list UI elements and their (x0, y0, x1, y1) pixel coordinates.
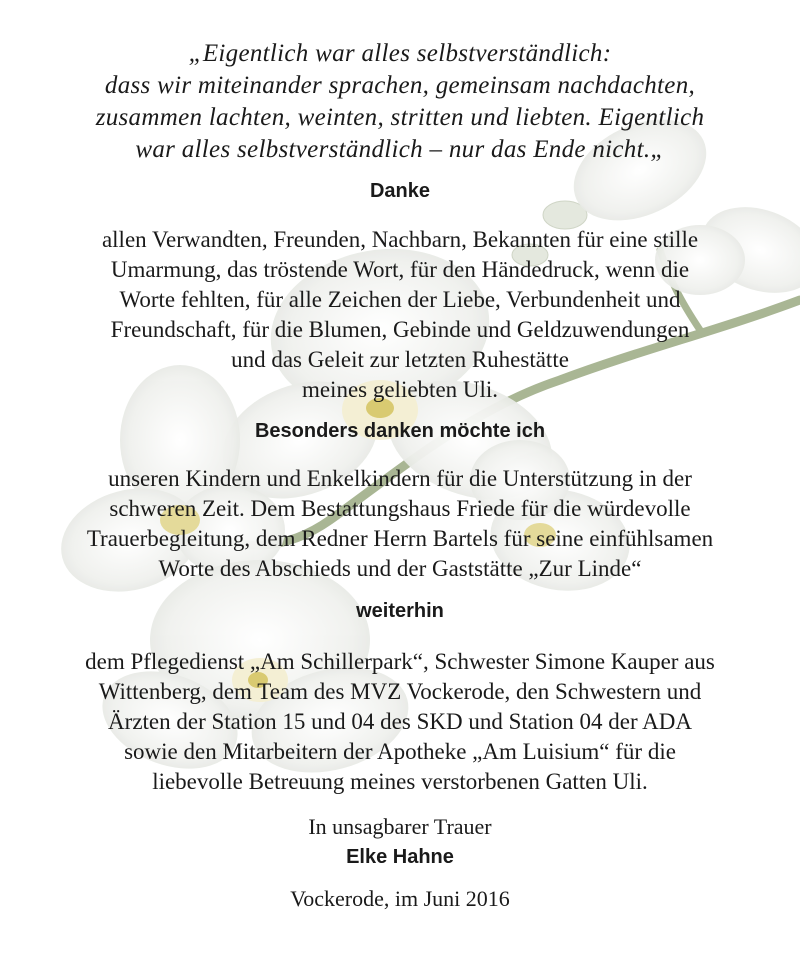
text-line: allen Verwandten, Freunden, Nachbarn, Bekannten für eine stille (101, 227, 699, 252)
text-line: Ärzten der Station 15 und 04 des SKD und Station 04 der ADA (108, 709, 692, 734)
signature-name: Elke Hahne (346, 846, 454, 868)
quote-line: dass wir miteinander sprachen, gemeinsam nachdachten, (104, 72, 696, 99)
text-line: dem Pflegedienst „Am Schillerpark“, Schwester Simone Kauper aus (85, 649, 715, 674)
closing-phrase: In unsagbarer Trauer (308, 814, 492, 839)
text-line: liebevolle Betreuung meines verstorbenen Gatten Uli. (152, 769, 648, 794)
text-line: schweren Zeit. Dem Bestattungshaus Friede für die würdevolle (109, 496, 691, 521)
text-line: meines geliebten Uli. (301, 377, 499, 402)
paragraph-weiterhin (20, 647, 780, 797)
quote-line: „Eigentlich war alles selbstverständlich: (188, 40, 612, 67)
place-date: Vockerode, im Juni 2016 (290, 886, 510, 911)
text-line: Freundschaft, für die Blumen, Gebinde und Geldzuwendungen (110, 317, 690, 342)
text-line: und das Geleit zur letzten Ruhestätte (231, 347, 569, 372)
text-line: Trauerbegleitung, dem Redner Herrn Bartels für seine einfühlsamen (86, 526, 714, 551)
paragraph-danke (20, 225, 780, 405)
heading-besonders: Besonders danken möchte ich (254, 420, 546, 442)
text-line: unseren Kindern und Enkelkindern für die Unterstützung in der (108, 466, 692, 491)
quote-motto (20, 38, 780, 166)
text-line: Worte fehlten, für alle Zeichen der Liebe, Verbundenheit und (119, 287, 681, 312)
quote-line: zusammen lachten, weinten, stritten und liebten. Eigentlich (95, 104, 705, 131)
text-line: Umarmung, das tröstende Wort, für den Händedruck, wenn die (110, 257, 690, 282)
heading-danke: Danke (369, 180, 431, 202)
paragraph-besonders (20, 464, 780, 584)
closing-block (0, 812, 800, 872)
quote-line: war alles selbstverständlich – nur das Ende nicht.„ (135, 136, 665, 163)
text-line: sowie den Mitarbeitern der Apotheke „Am Luisium“ für die (124, 739, 676, 764)
text-line: Worte des Abschieds und der Gaststätte „Zur Linde“ (158, 556, 642, 581)
heading-weiterhin: weiterhin (356, 600, 444, 622)
text-line: Wittenberg, dem Team des MVZ Vockerode, den Schwestern und (98, 679, 702, 704)
